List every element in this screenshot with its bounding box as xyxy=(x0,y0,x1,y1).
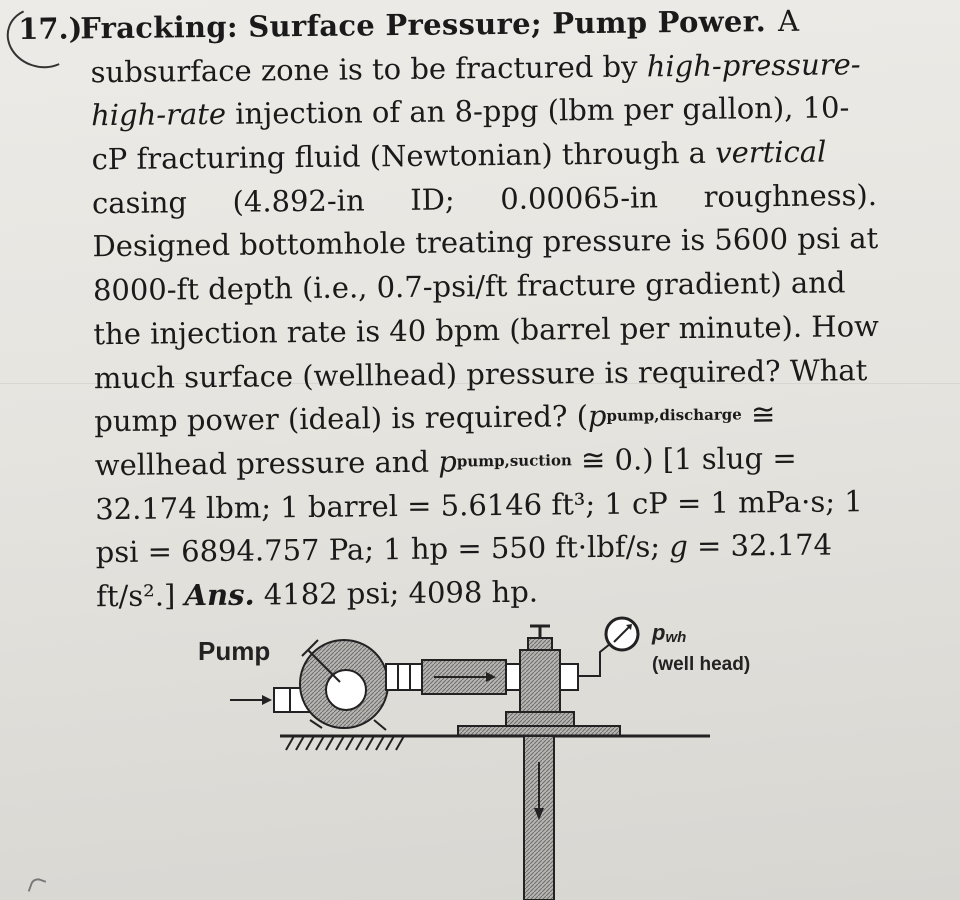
pwh-subscript: wh xyxy=(665,629,687,646)
answer-label: Ans. xyxy=(184,577,255,613)
wellhead-label: (well head) xyxy=(652,654,751,675)
inlet-arrow xyxy=(230,695,272,705)
problem-line-7: 8000-ft depth (i.e., 0.7-psi/ft fracture gradient) and xyxy=(92,265,846,308)
problem-line-8: the injection rate is 40 bpm (barrel per minute). How xyxy=(93,308,880,352)
pump-label: Pump xyxy=(198,636,271,666)
problem-line-4: cP fracturing fluid (Newtonian) through a vertical xyxy=(91,134,827,177)
answer-values: 4182 psi; 4098 hp. xyxy=(263,574,539,612)
pressure-gauge-icon xyxy=(606,618,638,650)
svg-text:pwh xyxy=(651,620,686,646)
problem-line-14: ft/s².] Ans. 4182 psi; 4098 hp. xyxy=(24,567,904,620)
pump-icon xyxy=(300,640,388,730)
problem-line-9: much surface (wellhead) pressure is required? What xyxy=(93,352,868,395)
problem-line-5: casing (4.892-in ID; 0.00065-in roughness). xyxy=(91,177,878,220)
problem-title: Fracking: Surface Pressure; Pump Power. xyxy=(80,4,767,46)
ground-line xyxy=(280,736,710,750)
problem-line-12: 32.174 lbm; 1 barrel = 5.6146 ft³; 1 cP = 1 mPa·s; 1 xyxy=(95,483,863,526)
problem-text xyxy=(18,0,904,620)
pwh-symbol: p xyxy=(652,620,666,645)
problem-line-1: 17.) Fracking: Surface Pressure; Pump Power. A xyxy=(18,0,898,52)
problem-line-6: Designed bottomhole treating pressure is 5600 psi at xyxy=(92,221,879,264)
problem-line-11: wellhead pressure and p pump,suction ≅ 0.) [1 slug = xyxy=(94,440,797,483)
problem-line-13: psi = 6894.757 Pa; 1 hp = 550 ft·lbf/s; g = 32.174 xyxy=(95,527,833,570)
pump-wellhead-diagram xyxy=(190,612,810,900)
problem-line-2: subsurface zone is to be fractured by high-pressure- xyxy=(90,46,861,89)
vertical-casing xyxy=(524,736,554,900)
problem-line-10: pump power (ideal) is required? ( p pump,discharge ≅ xyxy=(94,397,776,439)
discharge-pipe xyxy=(386,660,520,694)
problem-line-3: high-rate injection of an 8-ppg (lbm per gallon), 10- xyxy=(90,90,850,133)
problem-number: 17.) xyxy=(18,11,83,46)
